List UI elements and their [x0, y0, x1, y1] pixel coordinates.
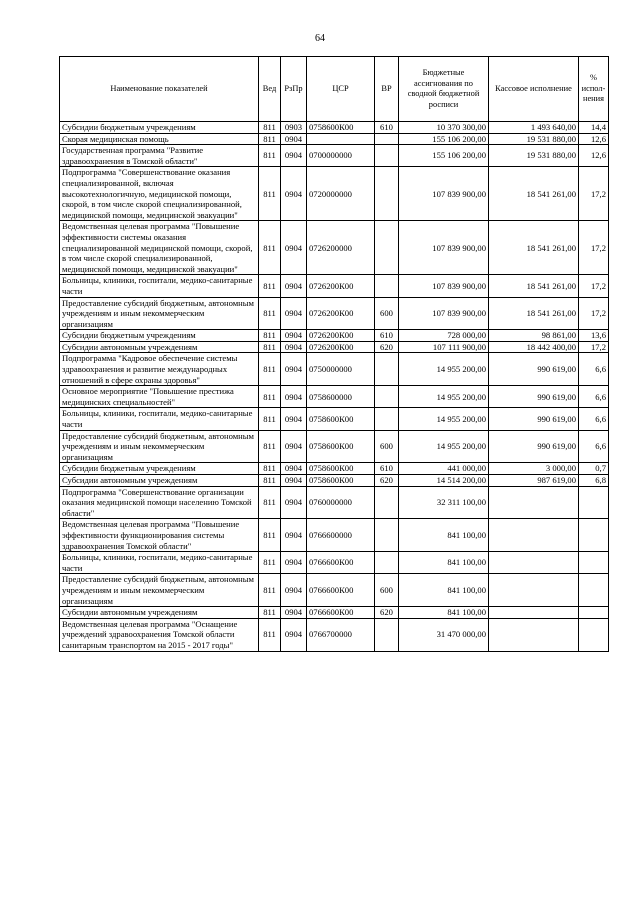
- row-ved: 811: [259, 297, 281, 330]
- table-row: [60, 607, 609, 619]
- row-rzpr: 0904: [281, 221, 307, 275]
- row-percent: 12,6: [579, 133, 609, 145]
- table-row: [60, 430, 609, 463]
- row-cash-execution: 18 442 400,00: [489, 341, 579, 353]
- budget-execution-table: [59, 56, 609, 652]
- row-name: Субсидии автономным учреждениям: [60, 475, 259, 487]
- row-vr: [375, 221, 399, 275]
- row-assignments: 14 955 200,00: [399, 408, 489, 430]
- row-name: Основное мероприятие "Повышение престижа медицинских специальностей": [60, 386, 259, 408]
- table-row: [60, 145, 609, 167]
- row-rzpr: 0904: [281, 430, 307, 463]
- row-percent: 17,2: [579, 221, 609, 275]
- row-csr: 0726200К00: [307, 275, 375, 297]
- row-percent: 17,2: [579, 297, 609, 330]
- row-csr: [307, 133, 375, 145]
- row-rzpr: 0904: [281, 275, 307, 297]
- row-csr: 0726200К00: [307, 341, 375, 353]
- row-vr: 600: [375, 430, 399, 463]
- row-assignments: 14 955 200,00: [399, 430, 489, 463]
- header-percent: % испол-нения: [579, 57, 609, 122]
- row-assignments: 841 100,00: [399, 552, 489, 574]
- row-cash-execution: 990 619,00: [489, 430, 579, 463]
- row-csr: 0758600К00: [307, 408, 375, 430]
- row-assignments: 107 839 900,00: [399, 275, 489, 297]
- row-vr: [375, 408, 399, 430]
- table-row: [60, 552, 609, 574]
- row-name: Подпрограмма "Совершенствование оказания специализированной, включая высокотехнологичную, медицинской помощи, скорой, в том числе скорой специализированной, медицинской помощи, медицинской эвакуации": [60, 167, 259, 221]
- row-name: Субсидии автономным учреждениям: [60, 341, 259, 353]
- row-rzpr: 0904: [281, 475, 307, 487]
- row-percent: 6,6: [579, 353, 609, 386]
- table-row: [60, 618, 609, 651]
- row-vr: 620: [375, 341, 399, 353]
- row-rzpr: 0904: [281, 386, 307, 408]
- row-cash-execution: 98 861,00: [489, 330, 579, 342]
- row-vr: 600: [375, 574, 399, 607]
- row-csr: 0720000000: [307, 167, 375, 221]
- table-row: [60, 275, 609, 297]
- row-vr: [375, 552, 399, 574]
- row-percent: 14,4: [579, 122, 609, 134]
- table-header-row: [60, 57, 609, 122]
- row-csr: 0758600000: [307, 386, 375, 408]
- row-ved: 811: [259, 607, 281, 619]
- row-rzpr: 0904: [281, 408, 307, 430]
- row-assignments: 31 470 000,00: [399, 618, 489, 651]
- header-ved: Вед: [259, 57, 281, 122]
- row-name: Предоставление субсидий бюджетным, автономным учреждениям и иным некоммерческим организациям: [60, 574, 259, 607]
- row-rzpr: 0904: [281, 353, 307, 386]
- row-ved: 811: [259, 552, 281, 574]
- row-vr: [375, 519, 399, 552]
- table-row: [60, 330, 609, 342]
- row-ved: 811: [259, 408, 281, 430]
- row-assignments: 441 000,00: [399, 463, 489, 475]
- header-cash-execution: Кассовое исполнение: [489, 57, 579, 122]
- row-assignments: 32 311 100,00: [399, 486, 489, 519]
- table-row: [60, 519, 609, 552]
- table-row: [60, 341, 609, 353]
- row-vr: 620: [375, 607, 399, 619]
- table-row: [60, 297, 609, 330]
- table-row: [60, 353, 609, 386]
- row-cash-execution: 990 619,00: [489, 386, 579, 408]
- row-vr: 600: [375, 297, 399, 330]
- row-name: Подпрограмма "Совершенствование организации оказания медицинской помощи населению Томской области": [60, 486, 259, 519]
- table-row: [60, 486, 609, 519]
- row-csr: 0726200000: [307, 221, 375, 275]
- row-assignments: 155 106 200,00: [399, 145, 489, 167]
- row-name: Больницы, клиники, госпитали, медико-санитарные части: [60, 408, 259, 430]
- row-vr: [375, 618, 399, 651]
- row-name: Подпрограмма "Кадровое обеспечение системы здравоохранения и развитие международных отношений в сфере охраны здоровья": [60, 353, 259, 386]
- table-row: [60, 221, 609, 275]
- row-name: Скорая медицинская помощь: [60, 133, 259, 145]
- row-assignments: 107 839 900,00: [399, 167, 489, 221]
- row-cash-execution: 18 541 261,00: [489, 275, 579, 297]
- header-csr: ЦСР: [307, 57, 375, 122]
- row-rzpr: 0904: [281, 167, 307, 221]
- row-assignments: 107 111 900,00: [399, 341, 489, 353]
- row-cash-execution: 3 000,00: [489, 463, 579, 475]
- row-percent: [579, 486, 609, 519]
- row-percent: 6,6: [579, 430, 609, 463]
- row-ved: 811: [259, 486, 281, 519]
- table-row: [60, 408, 609, 430]
- row-csr: 0726200К00: [307, 330, 375, 342]
- row-csr: 0758600К00: [307, 430, 375, 463]
- row-rzpr: 0904: [281, 145, 307, 167]
- row-ved: 811: [259, 221, 281, 275]
- row-csr: 0750000000: [307, 353, 375, 386]
- row-ved: 811: [259, 341, 281, 353]
- row-rzpr: 0904: [281, 552, 307, 574]
- header-assignments: Бюджетные ассигнования по сводной бюджетной росписи: [399, 57, 489, 122]
- row-percent: [579, 552, 609, 574]
- row-ved: 811: [259, 133, 281, 145]
- row-rzpr: 0904: [281, 463, 307, 475]
- header-vr: ВР: [375, 57, 399, 122]
- row-cash-execution: [489, 519, 579, 552]
- row-cash-execution: 19 531 880,00: [489, 145, 579, 167]
- row-assignments: 841 100,00: [399, 607, 489, 619]
- row-cash-execution: 18 541 261,00: [489, 167, 579, 221]
- table-row: [60, 463, 609, 475]
- row-cash-execution: [489, 552, 579, 574]
- row-ved: 811: [259, 463, 281, 475]
- row-assignments: 107 839 900,00: [399, 297, 489, 330]
- row-assignments: 10 370 300,00: [399, 122, 489, 134]
- row-vr: 610: [375, 463, 399, 475]
- row-cash-execution: 990 619,00: [489, 408, 579, 430]
- row-csr: 0766600000: [307, 519, 375, 552]
- row-vr: [375, 486, 399, 519]
- row-rzpr: 0904: [281, 297, 307, 330]
- row-csr: 0766700000: [307, 618, 375, 651]
- row-csr: 0760000000: [307, 486, 375, 519]
- header-rzpr: РзПр: [281, 57, 307, 122]
- row-vr: [375, 353, 399, 386]
- row-rzpr: 0904: [281, 618, 307, 651]
- row-vr: 610: [375, 330, 399, 342]
- row-ved: 811: [259, 145, 281, 167]
- row-ved: 811: [259, 618, 281, 651]
- row-vr: 610: [375, 122, 399, 134]
- row-percent: 13,6: [579, 330, 609, 342]
- row-name: Субсидии бюджетным учреждениям: [60, 463, 259, 475]
- row-assignments: 841 100,00: [399, 519, 489, 552]
- row-percent: 6,6: [579, 386, 609, 408]
- row-ved: 811: [259, 574, 281, 607]
- row-cash-execution: [489, 618, 579, 651]
- row-percent: 12,6: [579, 145, 609, 167]
- row-rzpr: 0904: [281, 519, 307, 552]
- row-percent: 17,2: [579, 341, 609, 353]
- row-ved: 811: [259, 167, 281, 221]
- row-name: Ведомственная целевая программа "Повышение эффективности функционирования системы здравоохранения Томской области": [60, 519, 259, 552]
- row-name: Ведомственная целевая программа "Оснащение учреждений здравоохранения Томской области санитарным транспортом на 2015 - 2017 годы": [60, 618, 259, 651]
- page-number: 64: [315, 33, 325, 44]
- row-assignments: 14 955 200,00: [399, 386, 489, 408]
- row-name: Больницы, клиники, госпитали, медико-санитарные части: [60, 275, 259, 297]
- row-cash-execution: 18 541 261,00: [489, 221, 579, 275]
- row-csr: 0758600К00: [307, 122, 375, 134]
- row-assignments: 107 839 900,00: [399, 221, 489, 275]
- row-ved: 811: [259, 475, 281, 487]
- row-vr: [375, 275, 399, 297]
- row-percent: 17,2: [579, 275, 609, 297]
- row-name: Субсидии бюджетным учреждениям: [60, 330, 259, 342]
- row-name: Ведомственная целевая программа "Повышение эффективности системы оказания специализированной медицинской помощи, скорой, в том числе скорой специализированной, медицинской помощи, медицинской эвакуации": [60, 221, 259, 275]
- row-name: Предоставление субсидий бюджетным, автономным учреждениям и иным некоммерческим организациям: [60, 430, 259, 463]
- row-csr: 0766600К00: [307, 574, 375, 607]
- row-cash-execution: 990 619,00: [489, 353, 579, 386]
- table-row: [60, 475, 609, 487]
- row-assignments: 728 000,00: [399, 330, 489, 342]
- row-csr: 0758600К00: [307, 475, 375, 487]
- row-name: Больницы, клиники, госпитали, медико-санитарные части: [60, 552, 259, 574]
- header-name: Наименование показателей: [60, 57, 259, 122]
- row-vr: [375, 167, 399, 221]
- row-percent: [579, 618, 609, 651]
- row-assignments: 155 106 200,00: [399, 133, 489, 145]
- row-ved: 811: [259, 122, 281, 134]
- row-ved: 811: [259, 386, 281, 408]
- row-vr: 620: [375, 475, 399, 487]
- row-ved: 811: [259, 519, 281, 552]
- row-percent: 17,2: [579, 167, 609, 221]
- row-percent: [579, 574, 609, 607]
- row-rzpr: 0904: [281, 133, 307, 145]
- row-percent: 0,7: [579, 463, 609, 475]
- row-rzpr: 0904: [281, 607, 307, 619]
- row-csr: 0700000000: [307, 145, 375, 167]
- row-rzpr: 0903: [281, 122, 307, 134]
- row-cash-execution: 19 531 880,00: [489, 133, 579, 145]
- row-assignments: 14 955 200,00: [399, 353, 489, 386]
- row-percent: [579, 519, 609, 552]
- row-percent: 6,8: [579, 475, 609, 487]
- table-row: [60, 122, 609, 134]
- row-csr: 0726200К00: [307, 297, 375, 330]
- table-row: [60, 574, 609, 607]
- row-assignments: 14 514 200,00: [399, 475, 489, 487]
- row-rzpr: 0904: [281, 574, 307, 607]
- row-vr: [375, 386, 399, 408]
- table-row: [60, 167, 609, 221]
- table-row: [60, 386, 609, 408]
- row-ved: 811: [259, 275, 281, 297]
- row-cash-execution: 1 493 640,00: [489, 122, 579, 134]
- row-percent: 6,6: [579, 408, 609, 430]
- row-vr: [375, 145, 399, 167]
- row-ved: 811: [259, 430, 281, 463]
- row-cash-execution: [489, 574, 579, 607]
- row-cash-execution: [489, 486, 579, 519]
- row-ved: 811: [259, 353, 281, 386]
- row-vr: [375, 133, 399, 145]
- row-ved: 811: [259, 330, 281, 342]
- row-csr: 0766600К00: [307, 552, 375, 574]
- table-row: [60, 133, 609, 145]
- row-name: Субсидии автономным учреждениям: [60, 607, 259, 619]
- row-rzpr: 0904: [281, 486, 307, 519]
- row-csr: 0758600К00: [307, 463, 375, 475]
- row-name: Субсидии бюджетным учреждениям: [60, 122, 259, 134]
- row-assignments: 841 100,00: [399, 574, 489, 607]
- row-rzpr: 0904: [281, 330, 307, 342]
- row-cash-execution: 18 541 261,00: [489, 297, 579, 330]
- row-cash-execution: 987 619,00: [489, 475, 579, 487]
- row-name: Предоставление субсидий бюджетным, автономным учреждениям и иным некоммерческим организациям: [60, 297, 259, 330]
- row-name: Государственная программа "Развитие здравоохранения в Томской области": [60, 145, 259, 167]
- row-csr: 0766600К00: [307, 607, 375, 619]
- row-rzpr: 0904: [281, 341, 307, 353]
- row-percent: [579, 607, 609, 619]
- row-cash-execution: [489, 607, 579, 619]
